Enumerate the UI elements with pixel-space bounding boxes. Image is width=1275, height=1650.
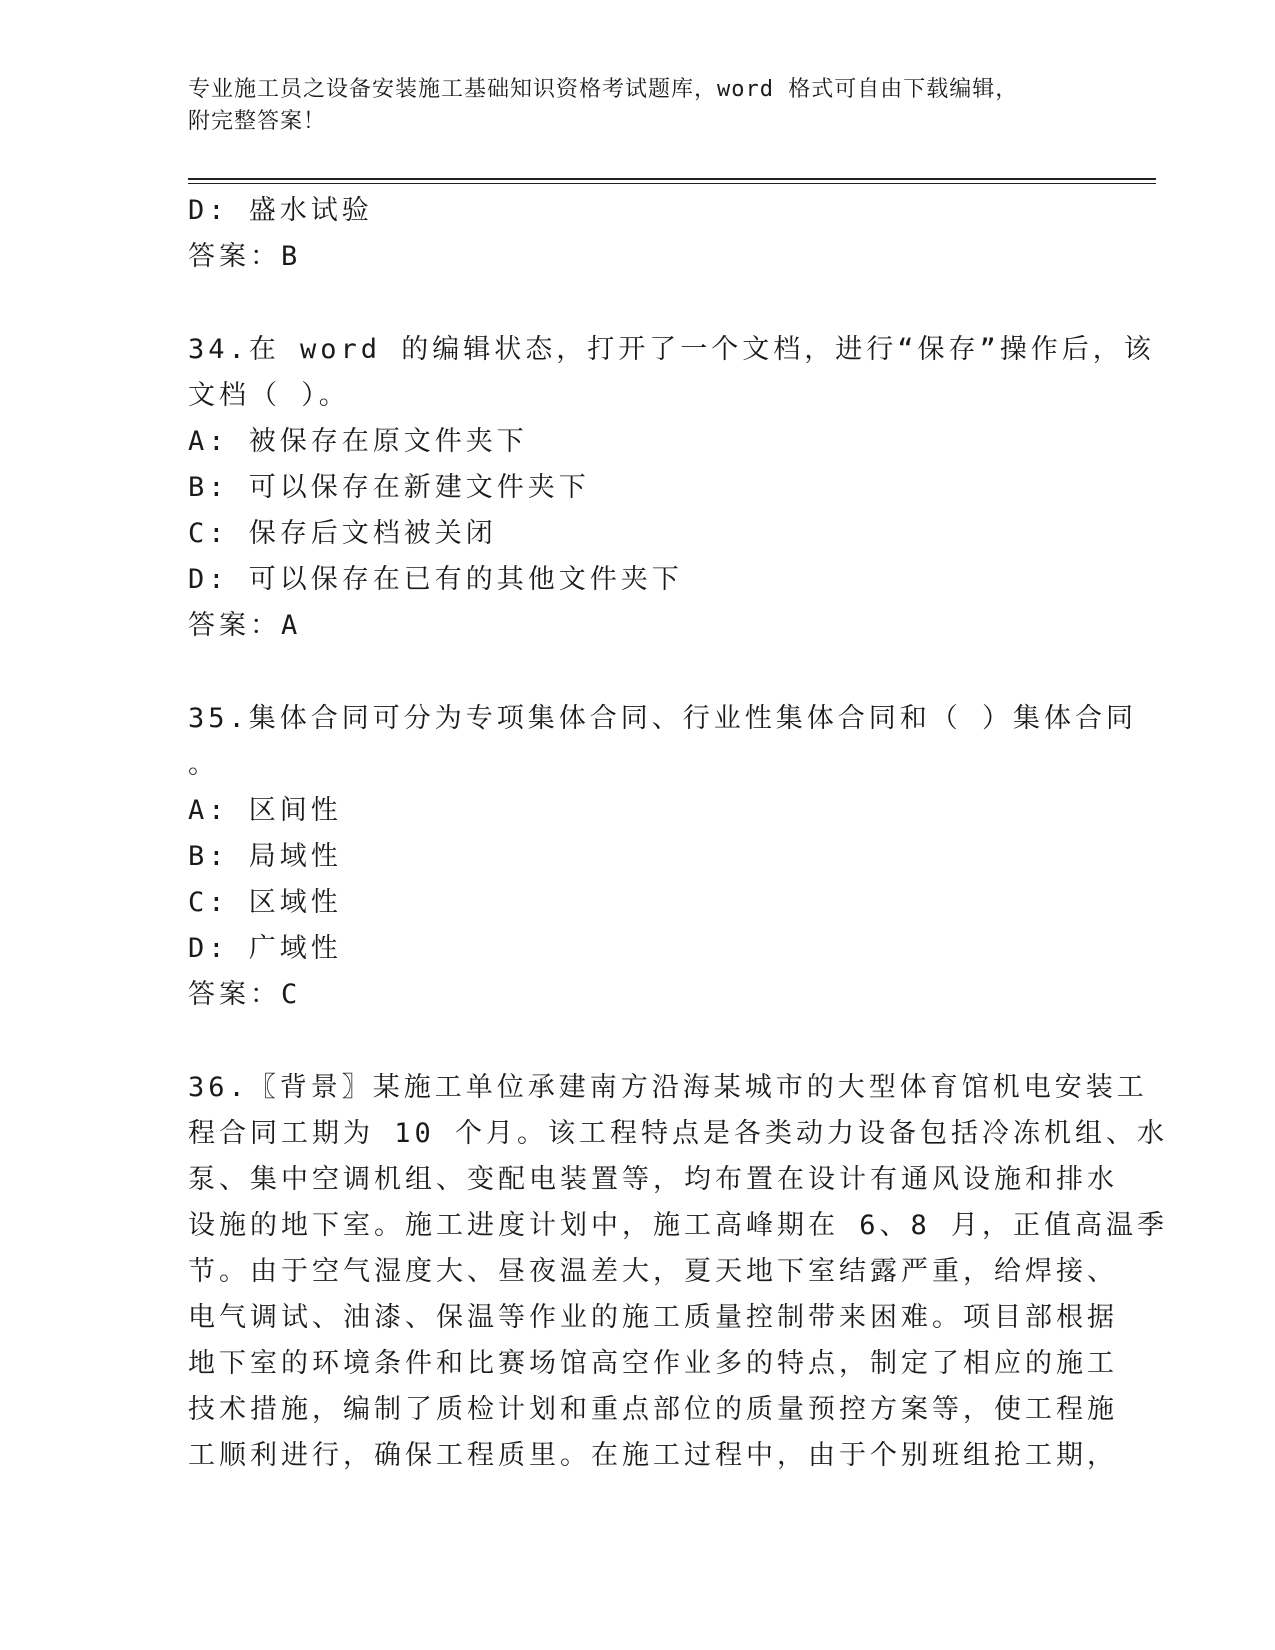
option-b: B: 可以保存在新建文件夹下 bbox=[188, 472, 590, 503]
question-text-line: 文档（ ）。 bbox=[188, 380, 350, 411]
question-text-line: 电气调试、油漆、保温等作业的施工质量控制带来困难。项目部根据 bbox=[188, 1302, 1118, 1333]
spacer bbox=[188, 649, 1088, 696]
question-35 bbox=[188, 696, 1138, 1018]
question-text-line: 工顺利进行，确保工程质里。在施工过程中，由于个别班组抢工期， bbox=[188, 1440, 1118, 1471]
question-text-line: 34.在 word 的编辑状态，打开了一个文档，进行“保存”操作后，该 bbox=[188, 334, 1155, 365]
question-text-line: 设施的地下室。施工进度计划中，施工高峰期在 6、8 月，正值高温季 bbox=[188, 1210, 1169, 1241]
option-d: D: 可以保存在已有的其他文件夹下 bbox=[188, 564, 683, 595]
question-text-line: 技术措施，编制了质检计划和重点部位的质量预控方案等，使工程施 bbox=[188, 1394, 1118, 1425]
question-36 bbox=[188, 1065, 1169, 1479]
option-a: A: 被保存在原文件夹下 bbox=[188, 426, 528, 457]
question-text-line: 36.〖背景〗某施工单位承建南方沿海某城市的大型体育馆机电安装工 bbox=[188, 1072, 1148, 1103]
header-divider-thick bbox=[188, 178, 1156, 180]
question-text-line: 节。由于空气湿度大、昼夜温差大，夏天地下室结露严重，给焊接、 bbox=[188, 1256, 1118, 1287]
spacer bbox=[188, 1018, 1088, 1065]
document-header bbox=[188, 74, 1148, 138]
option-c: C: 区域性 bbox=[188, 887, 342, 918]
answer: 答案：C bbox=[188, 979, 302, 1010]
document-body bbox=[188, 188, 1169, 1479]
option-a: A: 区间性 bbox=[188, 795, 342, 826]
option-c: C: 保存后文档被关闭 bbox=[188, 518, 497, 549]
option-d: D: 盛水试验 bbox=[188, 195, 373, 226]
question-34 bbox=[188, 327, 1155, 649]
header-divider-thin bbox=[188, 183, 1156, 184]
question-text-line: 泵、集中空调机组、变配电装置等，均布置在设计有通风设施和排水 bbox=[188, 1164, 1118, 1195]
option-d: D: 广域性 bbox=[188, 933, 342, 964]
question-text-line: 程合同工期为 10 个月。该工程特点是各类动力设备包括冷冻机组、水 bbox=[188, 1118, 1169, 1149]
question-33-tail bbox=[188, 188, 1088, 280]
question-text-line: 地下室的环境条件和比赛场馆高空作业多的特点，制定了相应的施工 bbox=[188, 1348, 1118, 1379]
question-text-line: 。 bbox=[188, 749, 219, 780]
question-text-line: 35.集体合同可分为专项集体合同、行业性集体合同和（ ）集体合同 bbox=[188, 703, 1138, 734]
answer: 答案：A bbox=[188, 610, 302, 641]
header-line-2: 附完整答案！ bbox=[188, 109, 327, 134]
answer: 答案：B bbox=[188, 241, 302, 272]
option-b: B: 局域性 bbox=[188, 841, 342, 872]
header-line-1: 专业施工员之设备安装施工基础知识资格考试题库，word 格式可自由下载编辑， bbox=[188, 77, 1019, 102]
spacer bbox=[188, 280, 1088, 327]
